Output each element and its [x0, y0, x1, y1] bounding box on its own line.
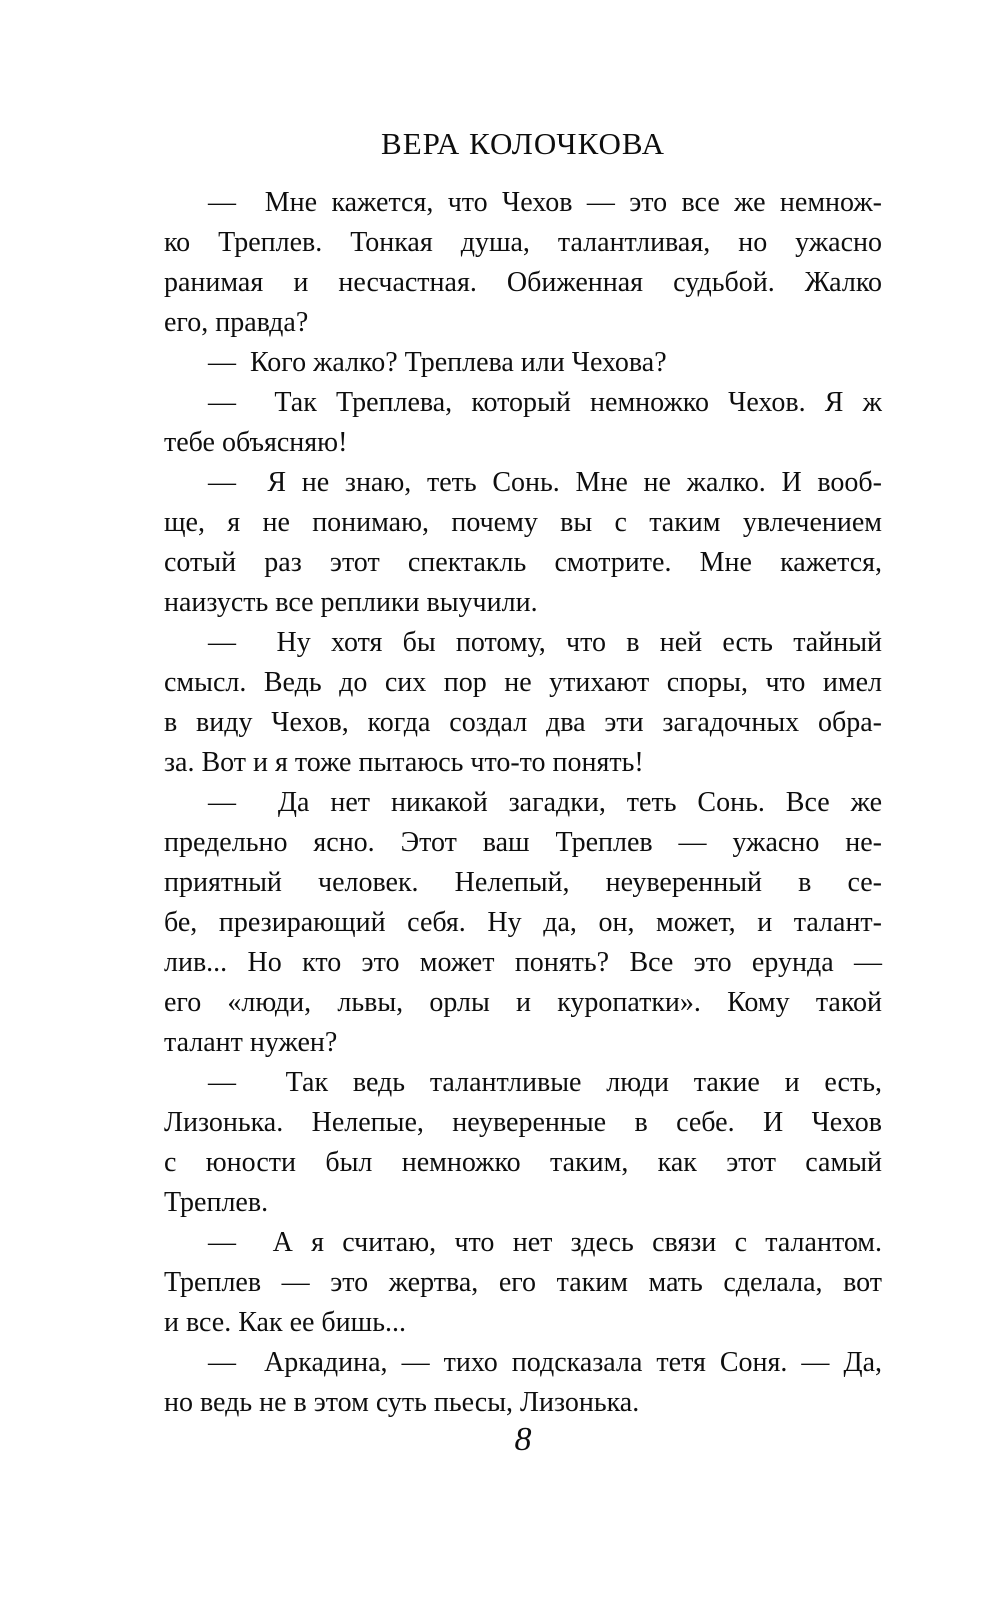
text-line: с юности был немножко таким, как этот самый — [164, 1147, 882, 1178]
text-line: Лизонька. Нелепые, неуверенные в себе. И Чехов — [164, 1107, 882, 1138]
paragraph — [164, 1063, 882, 1223]
paragraph — [164, 383, 882, 463]
text-line: — Так Треплева, который немножко Чехов. Я ж — [208, 387, 882, 418]
text-line: наизусть все реплики выучили. — [164, 587, 538, 618]
page-number: 8 — [514, 1421, 532, 1458]
paragraph — [164, 1223, 882, 1343]
text-line: — Мне кажется, что Чехов — это все же немнож- — [208, 187, 882, 218]
text-line: — Да нет никакой загадки, теть Сонь. Все же — [208, 787, 882, 818]
text-line: ко Треплев. Тонкая душа, талантливая, но ужасно — [164, 227, 882, 258]
text-line: — Так ведь талантливые люди такие и есть, — [208, 1067, 882, 1098]
text-line: за. Вот и я тоже пытаюсь что-то понять! — [164, 747, 644, 778]
text-line: смысл. Ведь до сих пор не утихают споры, что имел — [164, 667, 882, 698]
text-line: — А я считаю, что нет здесь связи с талантом. — [208, 1227, 882, 1258]
text-line: приятный человек. Нелепый, неуверенный в се- — [164, 867, 882, 898]
text-line: и все. Как ее бишь... — [164, 1307, 406, 1338]
text-line: ранимая и несчастная. Обиженная судьбой. Жалко — [164, 267, 882, 298]
text-line: его «люди, львы, орлы и куропатки». Кому такой — [164, 987, 882, 1018]
text-line: предельно ясно. Этот ваш Треплев — ужасно не- — [164, 827, 882, 858]
paragraph — [164, 1343, 882, 1423]
text-line: тебе объясняю! — [164, 427, 348, 458]
text-line: талант нужен? — [164, 1027, 338, 1058]
paragraph — [164, 623, 882, 783]
text-line: в виду Чехов, когда создал два эти загадочных обра- — [164, 707, 882, 738]
paragraph — [164, 183, 882, 343]
text-line: — Кого жалко? Треплева или Чехова? — [208, 347, 667, 378]
text-line: — Я не знаю, теть Сонь. Мне не жалко. И вооб- — [208, 467, 882, 498]
text-line: — Аркадина, — тихо подсказала тетя Соня. — Да, — [208, 1347, 882, 1378]
body-text — [164, 183, 882, 1423]
text-line: но ведь не в этом суть пьесы, Лизонька. — [164, 1387, 640, 1418]
text-line: Треплев — это жертва, его таким мать сделала, вот — [164, 1267, 882, 1298]
paragraph — [164, 343, 882, 383]
running-head-author: ВЕРА КОЛОЧКОВА — [381, 126, 665, 161]
paragraph — [164, 463, 882, 623]
text-line: — Ну хотя бы потому, что в ней есть тайный — [208, 627, 882, 658]
text-line: сотый раз этот спектакль смотрите. Мне кажется, — [164, 547, 882, 578]
paragraph — [164, 783, 882, 1063]
text-line: бе, презирающий себя. Ну да, он, может, и талант- — [164, 907, 882, 938]
text-line: ще, я не понимаю, почему вы с таким увлечением — [164, 507, 882, 538]
text-line: лив... Но кто это может понять? Все это ерунда — — [164, 947, 882, 978]
text-line: его, правда? — [164, 307, 309, 338]
text-line: Треплев. — [164, 1187, 269, 1218]
